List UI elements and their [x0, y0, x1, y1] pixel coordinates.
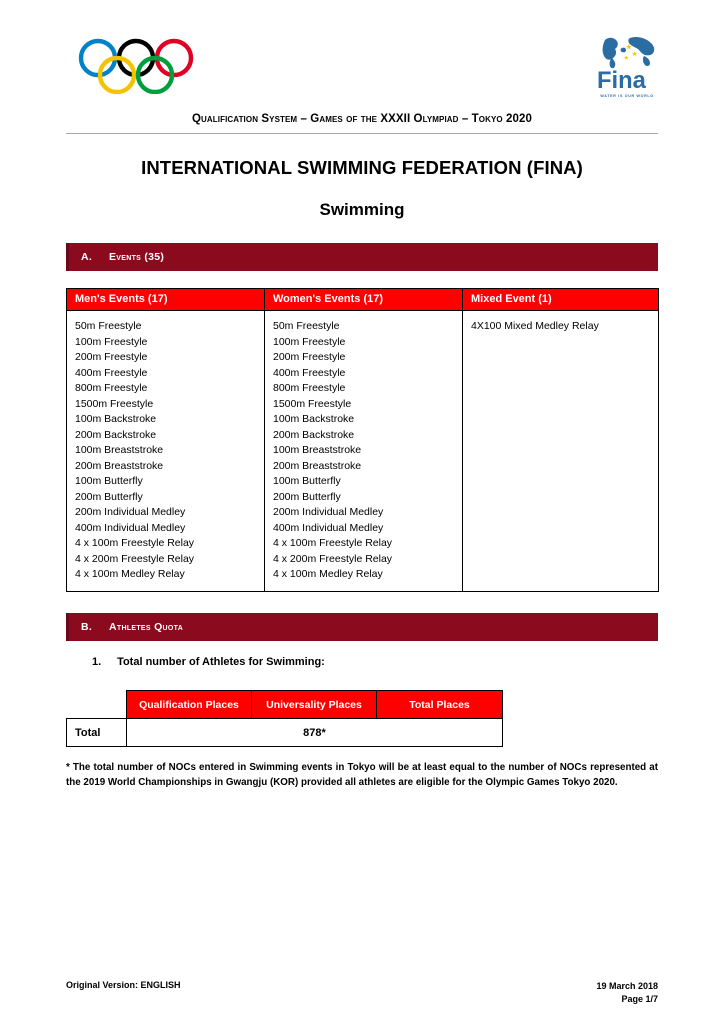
event-list-item: 400m Freestyle [273, 366, 346, 379]
events-table [66, 288, 659, 592]
event-list-item: 400m Freestyle [75, 366, 148, 379]
document-header-title: Qualification System – Games of the XXXII Olympiad – Tokyo 2020 [191, 113, 532, 125]
section-a-letter: A. [81, 251, 93, 263]
section-a-label: Events (35) [109, 251, 165, 263]
event-list-item: 50m Freestyle [273, 320, 340, 332]
subsection-1-label: Total number of Athletes for Swimming: [117, 656, 325, 668]
event-list-item: 200m Freestyle [75, 351, 148, 363]
header-divider-rule [66, 133, 658, 134]
event-list-item: 100m Backstroke [273, 413, 355, 425]
events-header-women: Women's Events (17) [265, 289, 463, 311]
event-list-item: 200m Freestyle [273, 351, 346, 363]
events-table-header-row [67, 289, 659, 311]
event-list-item: 200m Individual Medley [75, 506, 186, 518]
quota-header-qualification: Qualification Places [127, 691, 252, 719]
event-list-item: 100m Backstroke [75, 413, 157, 425]
quota-table-total-row [67, 719, 503, 747]
events-table-body-row [67, 311, 659, 592]
event-list-item: 4 x 200m Freestyle Relay [273, 552, 393, 565]
mens-events-list [75, 319, 264, 583]
event-list-item: 4X100 Mixed Medley Relay [471, 320, 599, 332]
event-list-item: 400m Individual Medley [273, 521, 384, 534]
events-header-mixed: Mixed Event (1) [463, 289, 659, 311]
quota-row-label: Total [67, 719, 127, 747]
footer-date: 19 March 2018 [596, 981, 658, 991]
footer-page-number: Page 1/7 [621, 994, 658, 1004]
event-list-item: 4 x 100m Medley Relay [273, 568, 383, 580]
event-list-item: 100m Breaststroke [75, 444, 164, 456]
subsection-1-number: 1. [92, 656, 102, 668]
footer-meta [596, 980, 658, 1006]
event-list-item: 4 x 100m Freestyle Relay [273, 537, 393, 549]
event-list-item: 200m Backstroke [75, 428, 157, 441]
olympic-rings-icon [78, 38, 194, 99]
event-list-item: 100m Freestyle [75, 335, 148, 348]
event-list-item: 200m Breaststroke [273, 459, 362, 472]
event-list-item: 200m Backstroke [273, 428, 355, 441]
event-list-item: 50m Freestyle [75, 320, 142, 332]
fina-logo-icon [596, 34, 658, 108]
events-cell-men [67, 311, 265, 592]
events-cell-women [265, 311, 463, 592]
svg-text:Fina: Fina [597, 67, 646, 93]
quota-total-value: 878* [127, 719, 503, 747]
organization-title: INTERNATIONAL SWIMMING FEDERATION (FINA) [141, 157, 583, 178]
header-logo-row [66, 34, 658, 108]
event-list-item: 4 x 200m Freestyle Relay [75, 552, 195, 565]
event-list-item: 1500m Freestyle [75, 397, 154, 410]
section-a-header [66, 243, 658, 271]
events-cell-mixed [463, 311, 659, 592]
fina-wordmark [596, 67, 658, 93]
event-list-item: 200m Breaststroke [75, 459, 164, 472]
event-list-item: 400m Individual Medley [75, 521, 186, 534]
event-list-item: 100m Breaststroke [273, 444, 362, 456]
section-b-label: Athletes Quota [109, 621, 184, 633]
event-list-item: 800m Freestyle [273, 382, 346, 394]
fina-world-map-icon [600, 34, 658, 70]
section-b-letter: B. [81, 621, 93, 633]
quota-header-universality: Universality Places [252, 691, 377, 719]
event-list-item: 100m Butterfly [273, 475, 341, 487]
quota-header-total: Total Places [377, 691, 503, 719]
event-list-item: 800m Freestyle [75, 382, 148, 394]
event-list-item: 100m Butterfly [75, 475, 143, 487]
quota-footnote: * The total number of NOCs entered in Swimming events in Tokyo will be at least equal to the number of NOCs represented at the 2019 World Championships in Gwangju (KOR) provided all athletes are eligible for the Olympic Games Tokyo 2020. [66, 762, 658, 788]
section-b-header [66, 613, 658, 641]
quota-table-header-row [67, 691, 503, 719]
footer-original-version: Original Version: ENGLISH [66, 980, 181, 990]
event-list-item: 200m Butterfly [273, 490, 341, 503]
athletes-quota-table [66, 690, 503, 747]
womens-events-list [273, 319, 462, 583]
subsection-1-heading [92, 656, 325, 668]
events-header-men: Men's Events (17) [67, 289, 265, 311]
event-list-item: 100m Freestyle [273, 335, 346, 348]
event-list-item: 200m Individual Medley [273, 506, 384, 518]
quota-corner-blank [67, 691, 127, 719]
event-list-item: 1500m Freestyle [273, 397, 352, 410]
sport-title: Swimming [319, 200, 405, 219]
event-list-item: 200m Butterfly [75, 490, 143, 503]
event-list-item: 4 x 100m Freestyle Relay [75, 537, 195, 549]
fina-tagline: WATER IS OUR WORLD [600, 94, 654, 98]
event-list-item: 4 x 100m Medley Relay [75, 568, 185, 580]
mixed-events-list [471, 319, 658, 335]
